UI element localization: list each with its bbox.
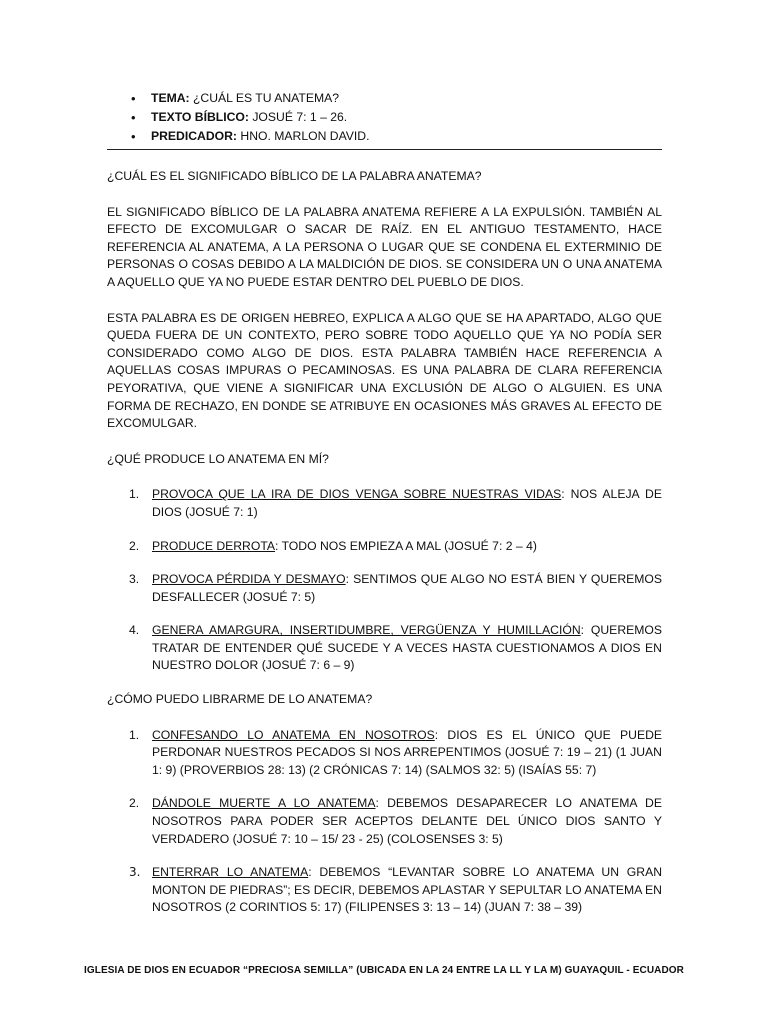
list-item xyxy=(107,864,662,917)
list-item-text: : QUEREMOS TRATAR DE ENTENDER QUÉ SUCEDE Y A VECES HASTA CUESTIONAMOS A DIOS EN NUESTRO DOLOR (JOSUÉ 7: 6 – 9) xyxy=(152,623,663,673)
page-footer: IGLESIA DE DIOS EN ECUADOR “PRECIOSA SEMILLA” (UBICADA EN LA 24 ENTRE LA LL Y LA M) GUAYAQUIL - ECUADOR xyxy=(84,965,684,976)
text-value: JOSUÉ 7: 1 – 26. xyxy=(248,110,348,124)
list-item-title: PROVOCA QUE LA IRA DE DIOS VENGA SOBRE NUESTRAS VIDAS xyxy=(152,487,562,502)
list-item xyxy=(107,795,662,848)
list-item-title: DÁNDOLE MUERTE A LO ANATEMA xyxy=(152,796,376,811)
sermon-info-text xyxy=(107,109,662,128)
section-heading-meaning: ¿CUÁL ES EL SIGNIFICADO BÍBLICO DE LA PALABRA ANATEMA? xyxy=(107,169,482,183)
list-number: 3. xyxy=(129,572,140,587)
list-number: 2. xyxy=(129,538,140,553)
list-item-title: GENERA AMARGURA, INSERTIDUMBRE, VERGÜENZA Y HUMILLACIÓN xyxy=(152,623,581,638)
theme-label: TEMA: xyxy=(151,91,190,105)
list-item-text: : TODO NOS EMPIEZA A MAL (JOSUÉ 7: 2 – 4) xyxy=(275,538,537,553)
list-number: 2. xyxy=(129,796,140,811)
sermon-info-theme xyxy=(107,90,662,109)
list-item xyxy=(107,622,662,675)
document-body xyxy=(107,90,662,917)
theme-value: ¿CUÁL ES TU ANATEMA? xyxy=(189,91,340,105)
bullet-icon: • xyxy=(131,110,136,125)
bullet-icon: • xyxy=(131,129,136,144)
list-item-title: PRODUCE DERROTA xyxy=(152,538,276,553)
bullet-icon: • xyxy=(131,91,136,106)
list-number: 1. xyxy=(129,727,140,742)
list-item xyxy=(107,486,662,521)
list-number: 1. xyxy=(129,487,140,502)
list-item xyxy=(107,538,662,556)
sermon-info-list xyxy=(107,90,662,147)
list-item-text: : DIOS ES EL ÚNICO QUE PUEDE PERDONAR NUESTROS PECADOS SI NOS ARREPENTIMOS (JOSUÉ 7: 19 – 21) (1 JUAN 1: 9) (PROVERBIOS 28: 13) (2 CRÓNICAS 7: 14) (SALMOS 32: 5) (ISAÍAS 55: 7) xyxy=(152,727,662,777)
preacher-label: PREDICADOR: xyxy=(151,129,237,143)
remedy-list xyxy=(107,727,662,917)
preacher-value: HNO. MARLON DAVID. xyxy=(237,129,370,143)
list-item xyxy=(107,727,662,780)
section-heading-effects: ¿QUÉ PRODUCE LO ANATEMA EN MÍ? xyxy=(107,451,329,466)
paragraph-meaning-1: EL SIGNIFICADO BÍBLICO DE LA PALABRA ANATEMA REFIERE A LA EXPULSIÓN. TAMBIÉN AL EFECTO DE EXCOMULGAR O SACAR DE RAÍZ. EN EL ANTIGUO TESTAMENTO, HACE REFERENCIA AL ANATEMA, A LA PERSONA O LUGAR QUE SE CONDENA EL EXTERMINIO DE PERSONAS O COSAS DEBIDO A LA MALDICIÓN DE DIOS. SE CONSIDERA UN O UNA ANATEMA A AQUELLO QUE YA NO PUEDE ESTAR DENTRO DEL PUEBLO DE DIOS. xyxy=(107,204,662,289)
list-number: 3. xyxy=(129,865,141,880)
effects-list xyxy=(107,486,662,675)
paragraph-meaning-2: ESTA PALABRA ES DE ORIGEN HEBREO, EXPLICA A ALGO QUE SE HA APARTADO, ALGO QUE QUEDA FUERA DE UN CONTEXTO, PERO SOBRE TODO AQUELLO QUE YA NO PODÍA SER CONSIDERADO COMO ALGO DE DIOS. ESTA PALABRA TAMBIÉN HACE REFERENCIA A AQUELLAS COSAS IMPURAS O PECAMINOSAS. ES UNA PALABRA DE CLARA REFERENCIA PEYORATIVA, QUE VIENE A SIGNIFICAR UNA EXCLUSIÓN DE ALGO O ALGUIEN. ES UNA FORMA DE RECHAZO, EN DONDE SE ATRIBUYE EN OCASIONES MÁS GRAVES AL EFECTO DE EXCOMULGAR. xyxy=(107,310,662,431)
list-item-text: : DEBEMOS “LEVANTAR SOBRE LO ANATEMA UN GRAN MONTON DE PIEDRAS”; ES DECIR, DEBEMOS APLASTAR Y SEPULTAR LO ANATEMA EN NOSOTROS (2 CORINTIOS 5: 17) (FILIPENSES 3: 13 – 14) (JUAN 7: 38 – 39) xyxy=(152,865,663,915)
list-item-title: PROVOCA PÉRDIDA Y DESMAYO xyxy=(152,572,346,587)
section-heading-remedy: ¿CÓMO PUEDO LIBRARME DE LO ANATEMA? xyxy=(107,692,373,707)
list-item-title: CONFESANDO LO ANATEMA EN NOSOTROS xyxy=(152,727,435,742)
sermon-info-preacher xyxy=(107,128,662,147)
list-item-text: : SENTIMOS QUE ALGO NO ESTÁ BIEN Y QUEREMOS DESFALLECER (JOSUÉ 7: 5) xyxy=(152,572,663,604)
text-label: TEXTO BÍBLICO: xyxy=(151,110,249,124)
list-item-text: : NOS ALEJA DE DIOS (JOSUÉ 7: 1) xyxy=(152,487,662,519)
list-item-text: : DEBEMOS DESAPARECER LO ANATEMA DE NOSOTROS PARA PODER SER ACEPTOS DELANTE DEL ÚNICO DIOS SANTO Y VERDADERO (JOSUÉ 7: 10 – 15/ 23 - 25) (COLOSENSES 3: 5) xyxy=(152,796,662,846)
list-number: 4. xyxy=(129,623,140,638)
list-item-title: ENTERRAR LO ANATEMA xyxy=(152,865,309,880)
list-item xyxy=(107,571,662,606)
